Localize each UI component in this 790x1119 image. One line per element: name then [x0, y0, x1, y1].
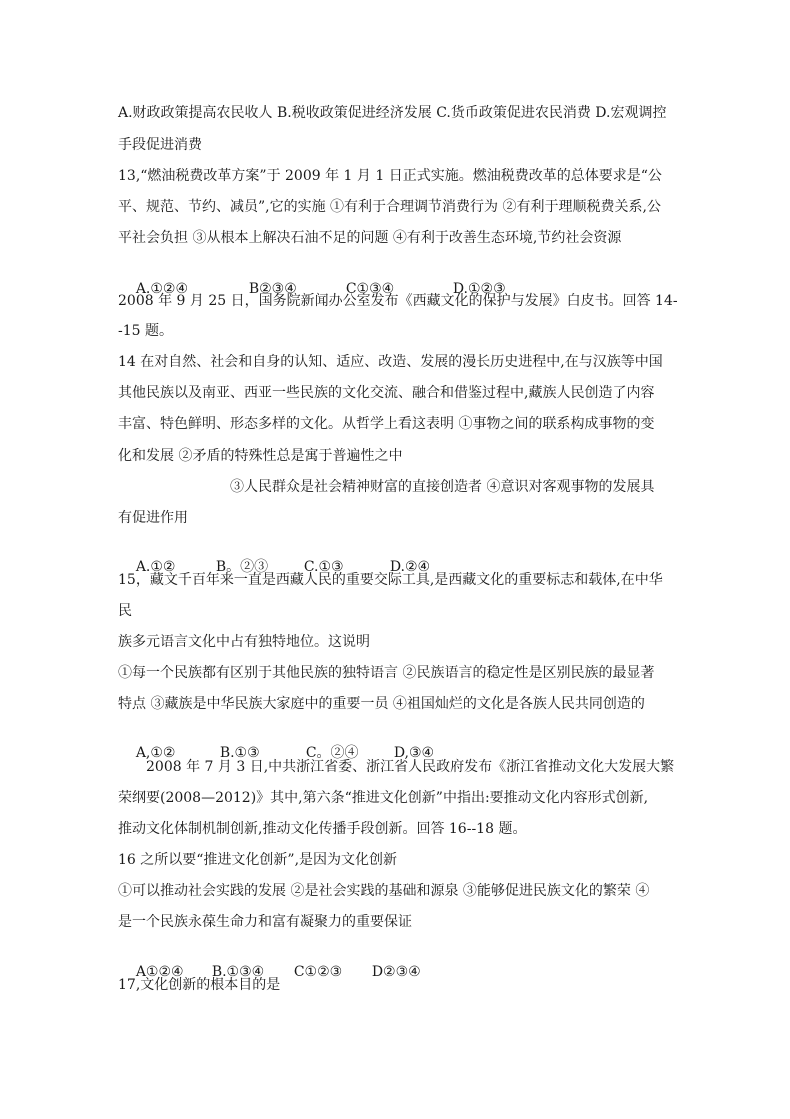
option-d: D②③④	[371, 964, 421, 980]
option-a: A①②④	[135, 964, 184, 980]
material-intro-line-1: 2008 年 9 月 25 日，国务院新闻办公室发布《西藏文化的保护与发展》白皮书。回答 14-	[118, 293, 678, 309]
q14-stem-line-5: ③人民群众是社会精神财富的直接创造者 ④意识对客观事物的发展具	[230, 479, 655, 495]
q16-stem: 16 之所以要“推进文化创新”,是因为文化创新	[118, 852, 398, 868]
option-a: A.①②④	[135, 281, 189, 297]
option-b: B.①③	[219, 745, 260, 761]
material-intro-line-2: -15 题。	[118, 323, 173, 339]
q14-stem-line-6: 有促进作用	[118, 510, 188, 526]
q15-statements-line-2: 特点 ③藏族是中华民族大家庭中的重要一员 ④祖国灿烂的文化是各族人民共同创造的	[118, 696, 645, 712]
q12-options-line: A.财政政策提高农民收人 B.税收政策促进经济发展 C.货币政策促进农民消费 D.宏观调控	[118, 105, 667, 121]
q15-statements-line-1: ①每一个民族都有区别于其他民族的独特语言 ②民族语言的稳定性是区别民族的最显著	[118, 665, 655, 681]
q13-stem-line-1: 13,“燃油税费改革方案”于 2009 年 1 月 1 日正式实施。燃油税费改革的总体要求是“公	[118, 168, 662, 184]
option-d: D,③④	[393, 745, 435, 761]
option-c: C。②④	[305, 745, 359, 761]
q14-stem-line-2: 其他民族以及南亚、西亚一些民族的文化交流、融合和借鉴过程中,藏族人民创造了内容	[118, 385, 655, 401]
option-c: C①③④	[345, 281, 395, 297]
option-b: B。②③	[215, 559, 269, 575]
material-16-line-2: 荣纲要(2008—2012)》其中,第六条“推进文化创新”中指出:要推动文化内容形式创新,	[118, 790, 649, 806]
q13-stem-line-3: 平社会负担 ③从根本上解决石油不足的问题 ④有利于改善生态环境,节约社会资源	[118, 230, 622, 246]
option-d: D.①②③	[452, 281, 506, 297]
material-16-line-3: 推动文化体制机制创新,推动文化传播手段创新。回答 16--18 题。	[118, 821, 527, 837]
q16-statements-line-2: 是一个民族永葆生命力和富有凝聚力的重要保证	[118, 914, 412, 930]
q17-stem: 17,文化创新的根本目的是	[118, 977, 281, 993]
option-c: C.①③	[303, 559, 344, 575]
q14-stem-line-4: 化和发展 ②矛盾的特殊性总是寓于普遍性之中	[118, 448, 403, 464]
q13-stem-line-2: 平、规范、节约、减员”,它的实施 ①有利于合理调节消费行为 ②有利于理顺税费关系,公	[118, 199, 661, 215]
q14-stem-line-1: 14 在对自然、社会和自身的认知、适应、改造、发展的漫长历史进程中,在与汉族等中国	[118, 354, 663, 370]
option-d: D.②④	[389, 559, 431, 575]
q15-stem-line-2: 民	[118, 603, 132, 619]
option-a: A.①②	[135, 559, 176, 575]
option-a: A,①②	[135, 745, 176, 761]
option-c: C①②③	[293, 964, 343, 980]
option-b: B②③④	[248, 281, 297, 297]
material-16-line-1: 2008 年 7 月 3 日,中共浙江省委、浙江省人民政府发布《浙江省推动文化大发展大繁	[146, 759, 675, 775]
q15-stem-line-1: 15，藏文千百年来一直是西藏人民的重要交际工具,是西藏文化的重要标志和载体,在中华	[118, 572, 663, 588]
q16-statements-line-1: ①可以推动社会实践的发展 ②是社会实践的基础和源泉 ③能够促进民族文化的繁荣 ④	[118, 883, 650, 899]
q14-stem-line-3: 丰富、特色鲜明、形态多样的文化。从哲学上看这表明 ①事物之间的联系构成事物的变	[118, 416, 655, 432]
q15-stem-line-3: 族多元语言文化中占有独特地位。这说明	[118, 634, 370, 650]
option-b: B.①③④	[211, 964, 265, 980]
q12-options-continued: 手段促进消费	[118, 137, 202, 153]
